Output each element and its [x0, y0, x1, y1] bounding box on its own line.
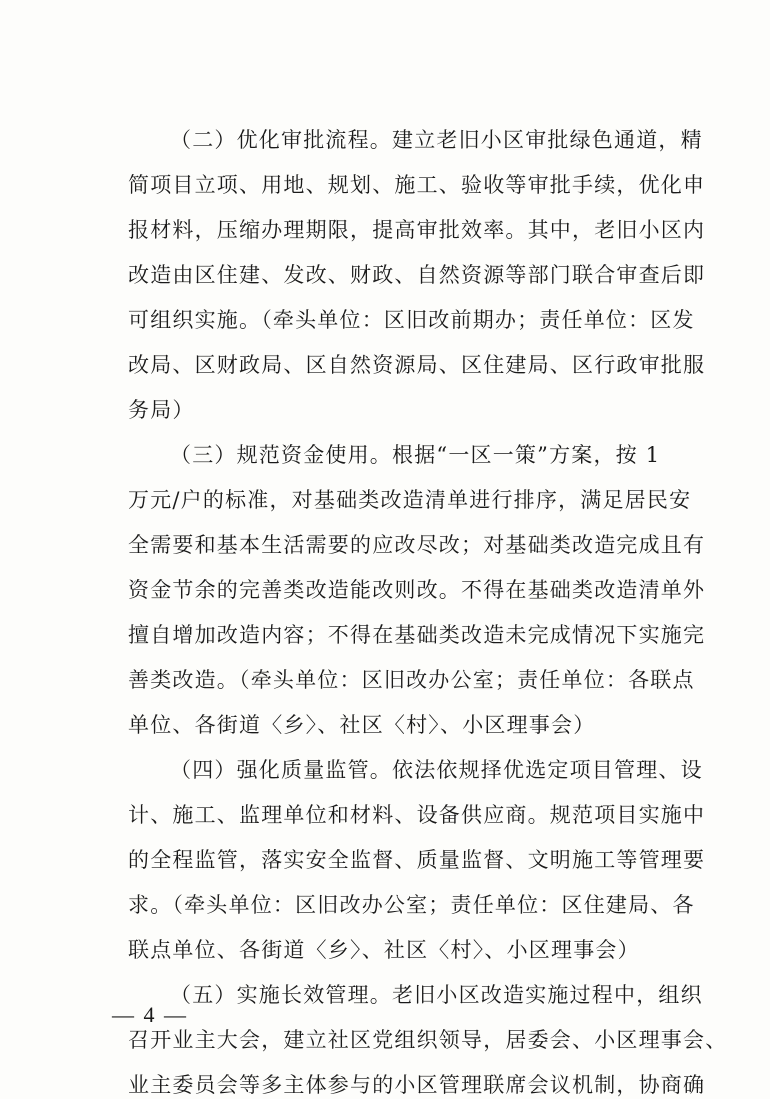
paragraph-3-line-2: 万元/户的标准，对基础类改造清单进行排序，满足居民安: [128, 488, 692, 512]
paragraph-4-line-2: 计、施工、监理单位和材料、设备供应商。规范项目实施中: [128, 803, 706, 827]
paragraph-2-line-1: （二）优化审批流程。建立老旧小区审批绿色通道，精: [170, 128, 703, 152]
paragraph-4-line-5: 联点单位、各街道〈乡〉、社区〈村〉、小区理事会）: [128, 938, 640, 962]
paragraph-5-line-1: （五）实施长效管理。老旧小区改造实施过程中，组织: [170, 983, 703, 1007]
paragraph-4-line-3: 的全程监管，落实安全监督、质量监督、文明施工等管理要: [128, 848, 706, 872]
paragraph-4-line-1: （四）强化质量监管。依法依规择优选定项目管理、设: [170, 758, 703, 782]
paragraph-2-line-5: 可组织实施。（牵头单位：区旧改前期办；责任单位：区发: [128, 308, 695, 332]
document-body: [128, 118, 728, 1108]
paragraph-2-line-2: 简项目立项、用地、规划、施工、验收等审批手续，优化申: [128, 173, 706, 197]
paragraph-3-line-1: （三）规范资金使用。根据“一区一策”方案，按 1: [170, 443, 661, 467]
paragraph-2-line-7: 务局）: [128, 398, 195, 422]
paragraph-3-line-5: 擅自增加改造内容；不得在基础类改造未完成情况下实施完: [128, 623, 706, 647]
paragraph-5-line-2: 召开业主大会，建立社区党组织领导，居委会、小区理事会、: [128, 1028, 728, 1052]
paragraph-2-line-6: 改局、区财政局、区自然资源局、区住建局、区行政审批服: [128, 353, 706, 377]
paragraph-4-line-4: 求。（牵头单位：区旧改办公室；责任单位：区住建局、各: [128, 893, 695, 917]
paragraph-2-line-4: 改造由区住建、发改、财政、自然资源等部门联合审查后即: [128, 263, 706, 287]
page-number: — 4 —: [112, 1002, 188, 1027]
paragraph-3-line-4: 资金节余的完善类改造能改则改。不得在基础类改造清单外: [128, 578, 706, 602]
paragraph-3-line-3: 全需要和基本生活需要的应改尽改；对基础类改造完成且有: [128, 533, 706, 557]
paragraph-5-line-3: 业主委员会等多主体参与的小区管理联席会议机制，协商确: [128, 1073, 706, 1097]
paragraph-3-line-7: 单位、各街道〈乡〉、社区〈村〉、小区理事会）: [128, 713, 596, 737]
paragraph-2-line-3: 报材料，压缩办理期限，提高审批效率。其中，老旧小区内: [128, 218, 706, 242]
paragraph-3-line-6: 善类改造。（牵头单位：区旧改办公室；责任单位：各联点: [128, 668, 695, 692]
